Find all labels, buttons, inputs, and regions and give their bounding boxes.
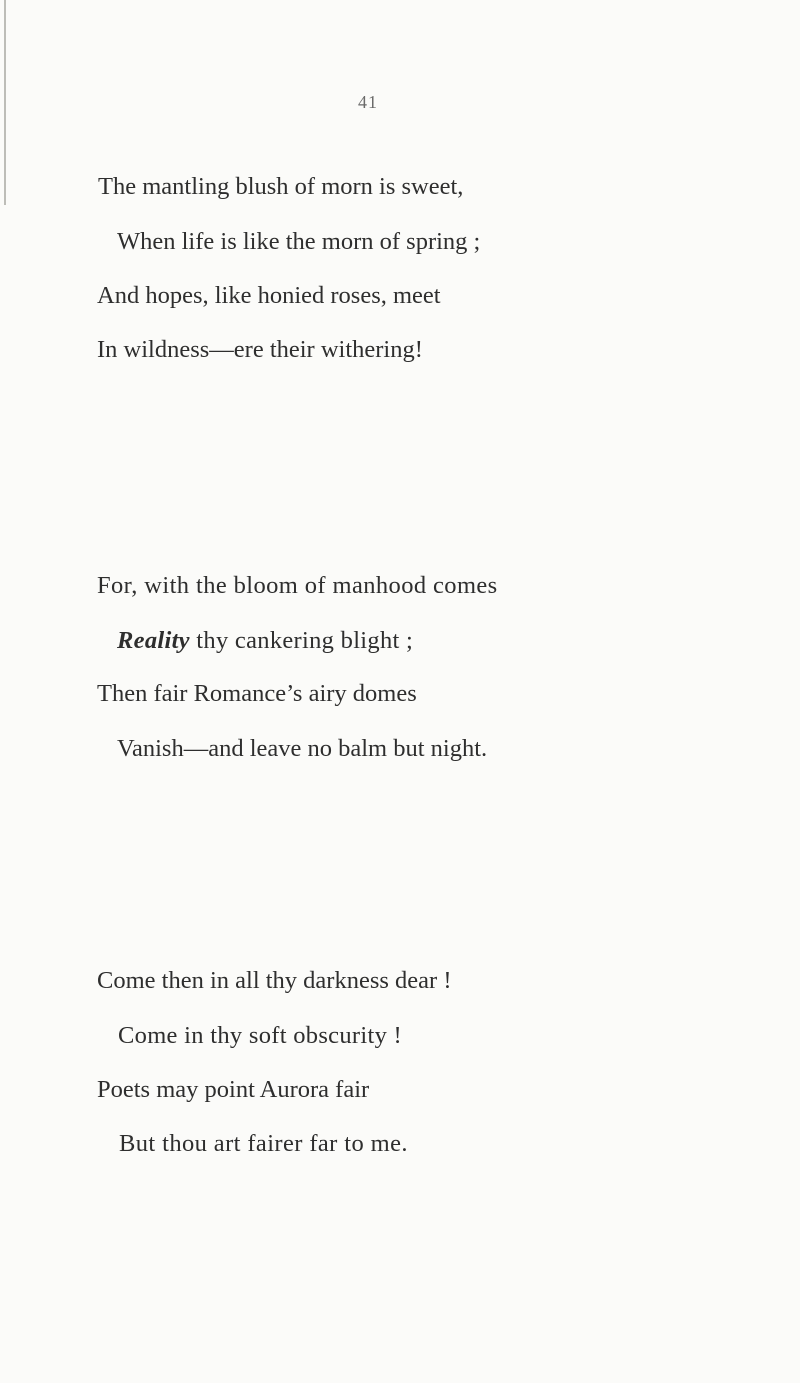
poem-line: Poets may point Aurora fair: [97, 1076, 370, 1103]
poem-line: But thou art fairer far to me.: [119, 1130, 408, 1157]
italic-word: Reality: [117, 627, 190, 654]
poem-line: For, with the bloom of manhood comes: [97, 572, 498, 599]
poem-line: And hopes, like honied roses, meet: [97, 282, 441, 309]
page-binding-edge: [4, 0, 6, 205]
poem-line: Then fair Romance’s airy domes: [97, 680, 417, 707]
poem-line: The mantling blush of morn is sweet,: [98, 173, 464, 200]
poem-line: In wildness—ere their withering!: [97, 336, 423, 363]
poem-line: [117, 626, 413, 656]
poem-line: When life is like the morn of spring ;: [117, 228, 481, 255]
poem-line: Vanish—and leave no balm but night.: [117, 735, 488, 762]
poem-line: Come in thy soft obscurity !: [118, 1022, 403, 1049]
poem-line: Come then in all thy darkness dear !: [97, 967, 452, 994]
page-number: 41: [358, 92, 378, 112]
poem-line-rest: thy cankering blight ;: [189, 627, 414, 654]
